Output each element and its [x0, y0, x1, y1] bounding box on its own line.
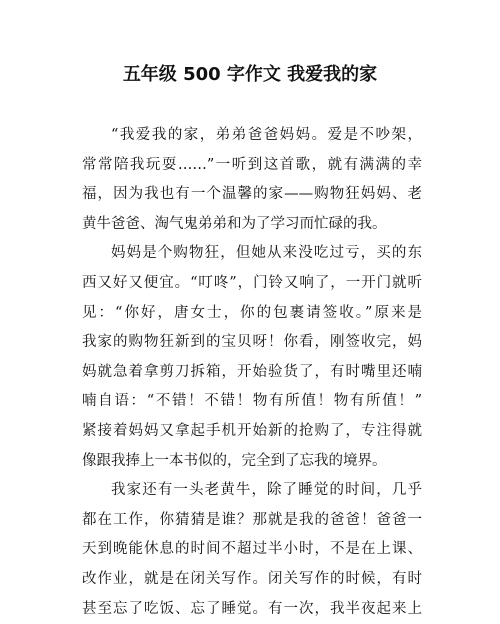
text-line: 常常陪我玩耍……”一听到这首歌，就有满满的幸 [82, 151, 422, 181]
text-line: 甚至忘了吃饭、忘了睡觉。有一次，我半夜起来上 [82, 595, 422, 624]
text-line: 喃自语：“不错！不错！物有所值！物有所值！” [82, 387, 422, 417]
text-line: 妈就急着拿剪刀拆箱，开始验货了，有时嘴里还喃 [82, 358, 422, 388]
document-body [82, 121, 422, 624]
paragraph-3 [82, 476, 422, 624]
text-line: “我爱我的家，弟弟爸爸妈妈。爱是不吵架， [82, 121, 422, 151]
text-line: 见：“你好，唐女士，你的包裹请签收。”原来是 [82, 299, 422, 329]
text-line: 福，因为我也有一个温馨的家——购物狂妈妈、老 [82, 180, 422, 210]
text-line: 天到晚能休息的时间不超过半小时，不是在上课、 [82, 535, 422, 565]
paragraph-1 [82, 121, 422, 239]
text-line: 黄牛爸爸、淘气鬼弟弟和为了学习而忙碌的我。 [82, 210, 422, 240]
paragraph-2 [82, 239, 422, 476]
text-line: 我家还有一头老黄牛，除了睡觉的时间，几乎 [82, 476, 422, 506]
text-line: 紧接着妈妈又拿起手机开始新的抢购了，专注得就 [82, 417, 422, 447]
text-line: 西又好又便宜。“叮咚”，门铃又响了，一开门就听 [82, 269, 422, 299]
text-line: 我家的购物狂新到的宝贝呀！你看，刚签收完，妈 [82, 328, 422, 358]
text-line: 改作业，就是在闭关写作。闭关写作的时候，有时 [82, 565, 422, 595]
text-line: 妈妈是个购物狂，但她从来没吃过亏，买的东 [82, 239, 422, 269]
text-line: 都在工作，你猜猜是谁？那就是我的爸爸！爸爸一 [82, 506, 422, 536]
document-title: 五年级 500 字作文 我爱我的家 [0, 62, 500, 88]
text-line: 像跟我捧上一本书似的，完全到了忘我的境界。 [82, 447, 422, 477]
